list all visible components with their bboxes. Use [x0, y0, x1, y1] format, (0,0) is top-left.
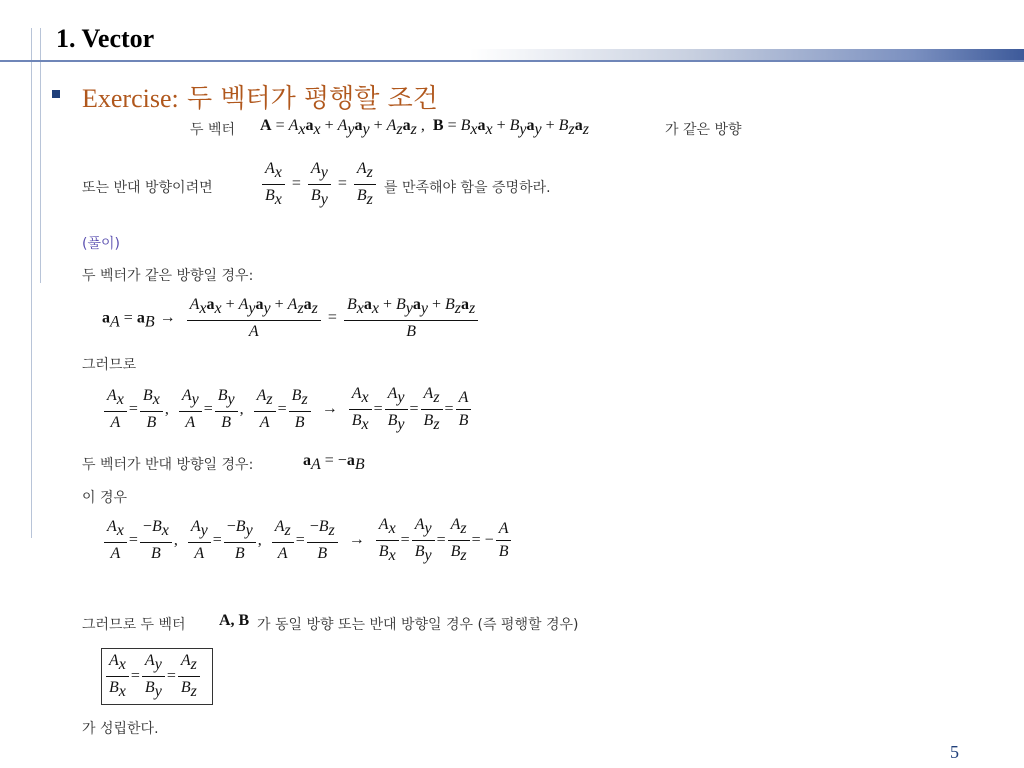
conclusion-text-a: 그러므로 두 벡터: [82, 617, 186, 633]
exercise-label: Exercise:: [82, 84, 179, 113]
same-direction-ratios: $\frac{A_x}{A}$ = $\frac{B_x}{B}$ , $\frac{A_y}{A}$ = $\frac{B_y}{B}$ , $\frac{A_z}{A}$ = $\frac{B_z}{B}$ → $\frac{A_x}{B_x}$ = $\frac{A_y}{B_y}$ = $\frac{A_z}{B_z}$ = $\frac{A}{B}$: [102, 385, 473, 434]
slide-title: 1. Vector: [56, 24, 155, 53]
decor-vertical-line-2: [40, 28, 41, 283]
therefore-text-1: 그러므로: [82, 357, 137, 373]
conclusion-vectors: A, B: [219, 612, 250, 629]
decor-horizontal-rule: [0, 60, 1024, 62]
opposite-direction-ratios: $\frac{A_x}{A}$ = $\frac{-B_x}{B}$ , $\frac{A_y}{A}$ = $\frac{-B_y}{B}$ , $\frac{A_z}{A}$ = $\frac{-B_z}{B}$ → $\frac{A_x}{B_x}$ = $\frac{A_y}{B_y}$ = $\frac{A_z}{B_z}$ = − $\frac{A}{B}$: [102, 516, 513, 565]
opposite-direction-text: 두 벡터가 반대 방향일 경우:: [82, 457, 254, 473]
problem-text-2b: 를 만족해야 함을 증명하라.: [384, 180, 551, 196]
this-case-text: 이 경우: [82, 490, 128, 506]
vector-definitions: $A = A_xa_x + A_ya_y + A_za_z$ , $B = B_xa_x + B_ya_y + B_za_z$: [260, 117, 589, 139]
exercise-heading: [82, 78, 438, 115]
parallel-condition-equation: $\frac{A_x}{B_x}$ = $\frac{A_y}{B_y}$ = $\frac{A_z}{B_z}$: [260, 160, 378, 209]
problem-text-2a: 또는 반대 방향이려면: [82, 180, 213, 196]
holds-text: 가 성립한다.: [82, 721, 159, 737]
exercise-topic: 두 벡터가 평행할 조건: [187, 84, 438, 114]
problem-text-1a: 두 벡터: [190, 122, 236, 138]
page-number: 5: [950, 742, 959, 762]
boxed-result-equation: $\frac{A_x}{B_x}$ = $\frac{A_y}{B_y}$ = $\frac{A_z}{B_z}$: [104, 652, 202, 701]
problem-text-1b: 가 같은 방향: [665, 122, 742, 138]
same-direction-text: 두 벡터가 같은 방향일 경우:: [82, 268, 254, 284]
conclusion-text-b: 가 동일 방향 또는 반대 방향일 경우 (즉 평행할 경우): [257, 617, 579, 633]
same-direction-equation: $a_A = a_B$ → $\frac{A_xa_x + A_ya_y + A_za_z}{A}$ = $\frac{B_xa_x + B_ya_y + B_za_z}{B}$: [102, 296, 480, 341]
opposite-direction-equation: $a_A = -a_B$: [303, 452, 365, 474]
decor-vertical-line-1: [31, 28, 32, 538]
solution-label: (풀이): [82, 236, 120, 252]
bullet-square-icon: [52, 90, 60, 98]
